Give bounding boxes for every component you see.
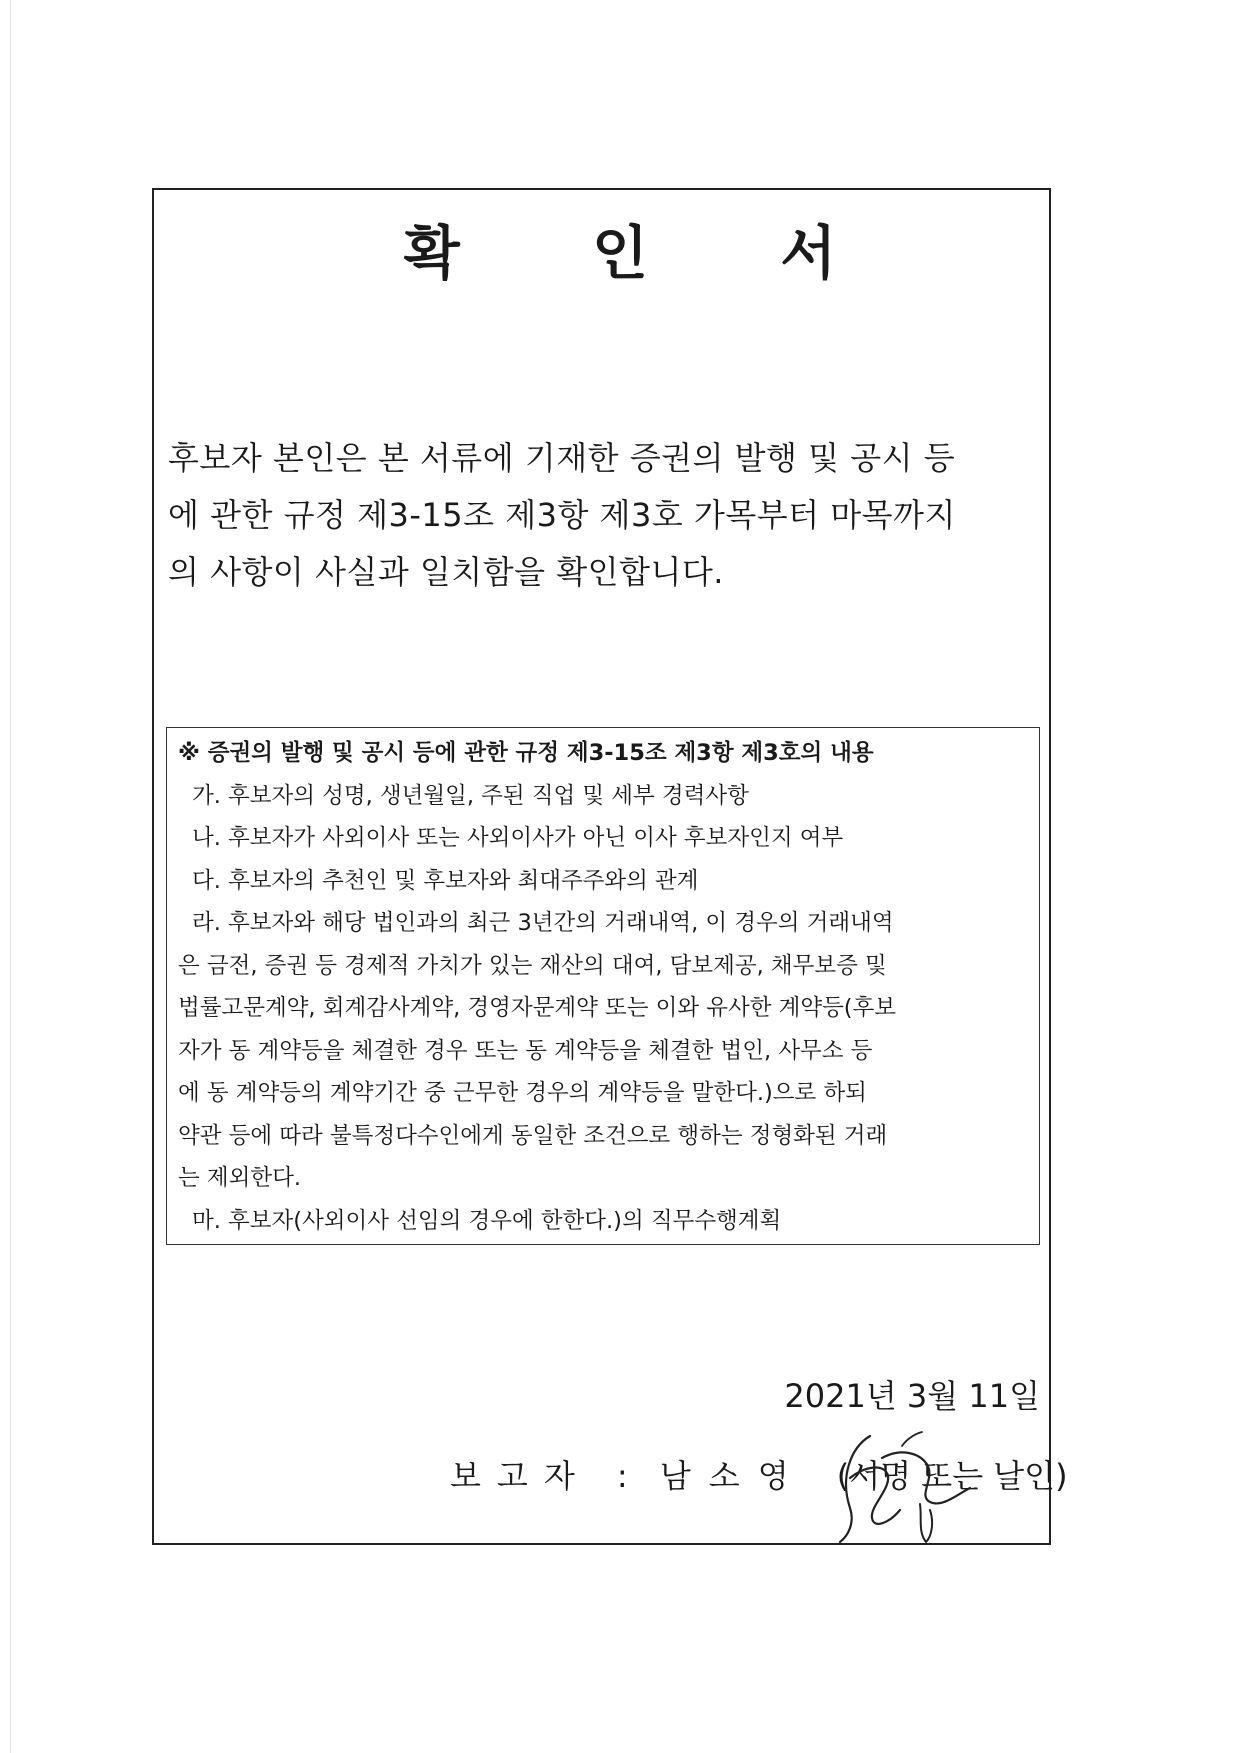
- notice-item-continued: 자가 동 계약등을 체결한 경우 또는 동 계약등을 체결한 법인, 사무소 등: [178, 1037, 873, 1064]
- notice-item: 가. 후보자의 성명, 생년월일, 주된 직업 및 세부 경력사항: [192, 782, 749, 809]
- notice-item-continued: 약관 등에 따라 불특정다수인에게 동일한 조건으로 행하는 정형화된 거래: [178, 1122, 888, 1149]
- reporter-name: 남소영: [659, 1457, 807, 1495]
- statement-line: 의 사항이 사실과 일치함을 확인합니다.: [168, 553, 724, 591]
- notice-item: 마. 후보자(사외이사 선임의 경우에 한한다.)의 직무수행계획: [192, 1207, 782, 1234]
- notice-item: 다. 후보자의 추천인 및 후보자와 최대주주와의 관계: [192, 867, 699, 894]
- notice-item-continued: 은 금전, 증권 등 경제적 가치가 있는 재산의 대여, 담보제공, 채무보증 및: [178, 952, 887, 979]
- notice-item: 나. 후보자가 사외이사 또는 사외이사가 아닌 이사 후보자인지 여부: [192, 825, 844, 851]
- document-title: 확 인 서: [403, 219, 893, 287]
- notice-item-continued: 법률고문계약, 회계감사계약, 경영자문계약 또는 이와 유사한 계약등(후보: [178, 995, 897, 1021]
- confirmation-statement: [168, 430, 1048, 601]
- notice-item: 라. 후보자와 해당 법인과의 최근 3년간의 거래내역, 이 경우의 거래내역: [192, 910, 894, 936]
- statement-line: 에 관한 규정 제3-15조 제3항 제3호 가목부터 마목까지: [168, 496, 956, 534]
- notice-heading: ※ 증권의 발행 및 공시 등에 관한 규정 제3-15조 제3항 제3호의 내용: [178, 740, 874, 766]
- document-date: 2021년 3월 11일: [784, 1377, 1040, 1415]
- notice-item-continued: 에 동 계약등의 계약기간 중 근무한 경우의 계약등을 말한다.)으로 하되: [178, 1080, 867, 1106]
- handwritten-signature: [810, 1418, 980, 1548]
- signature-note: (서명 또는 날인): [836, 1457, 1068, 1495]
- regulation-notice-text: [178, 732, 1038, 1242]
- statement-line: 후보자 본인은 본 서류에 기재한 증권의 발행 및 공시 등: [168, 439, 956, 477]
- reporter-label: 보고자 :: [450, 1457, 644, 1495]
- notice-item-continued: 는 제외한다.: [178, 1165, 301, 1191]
